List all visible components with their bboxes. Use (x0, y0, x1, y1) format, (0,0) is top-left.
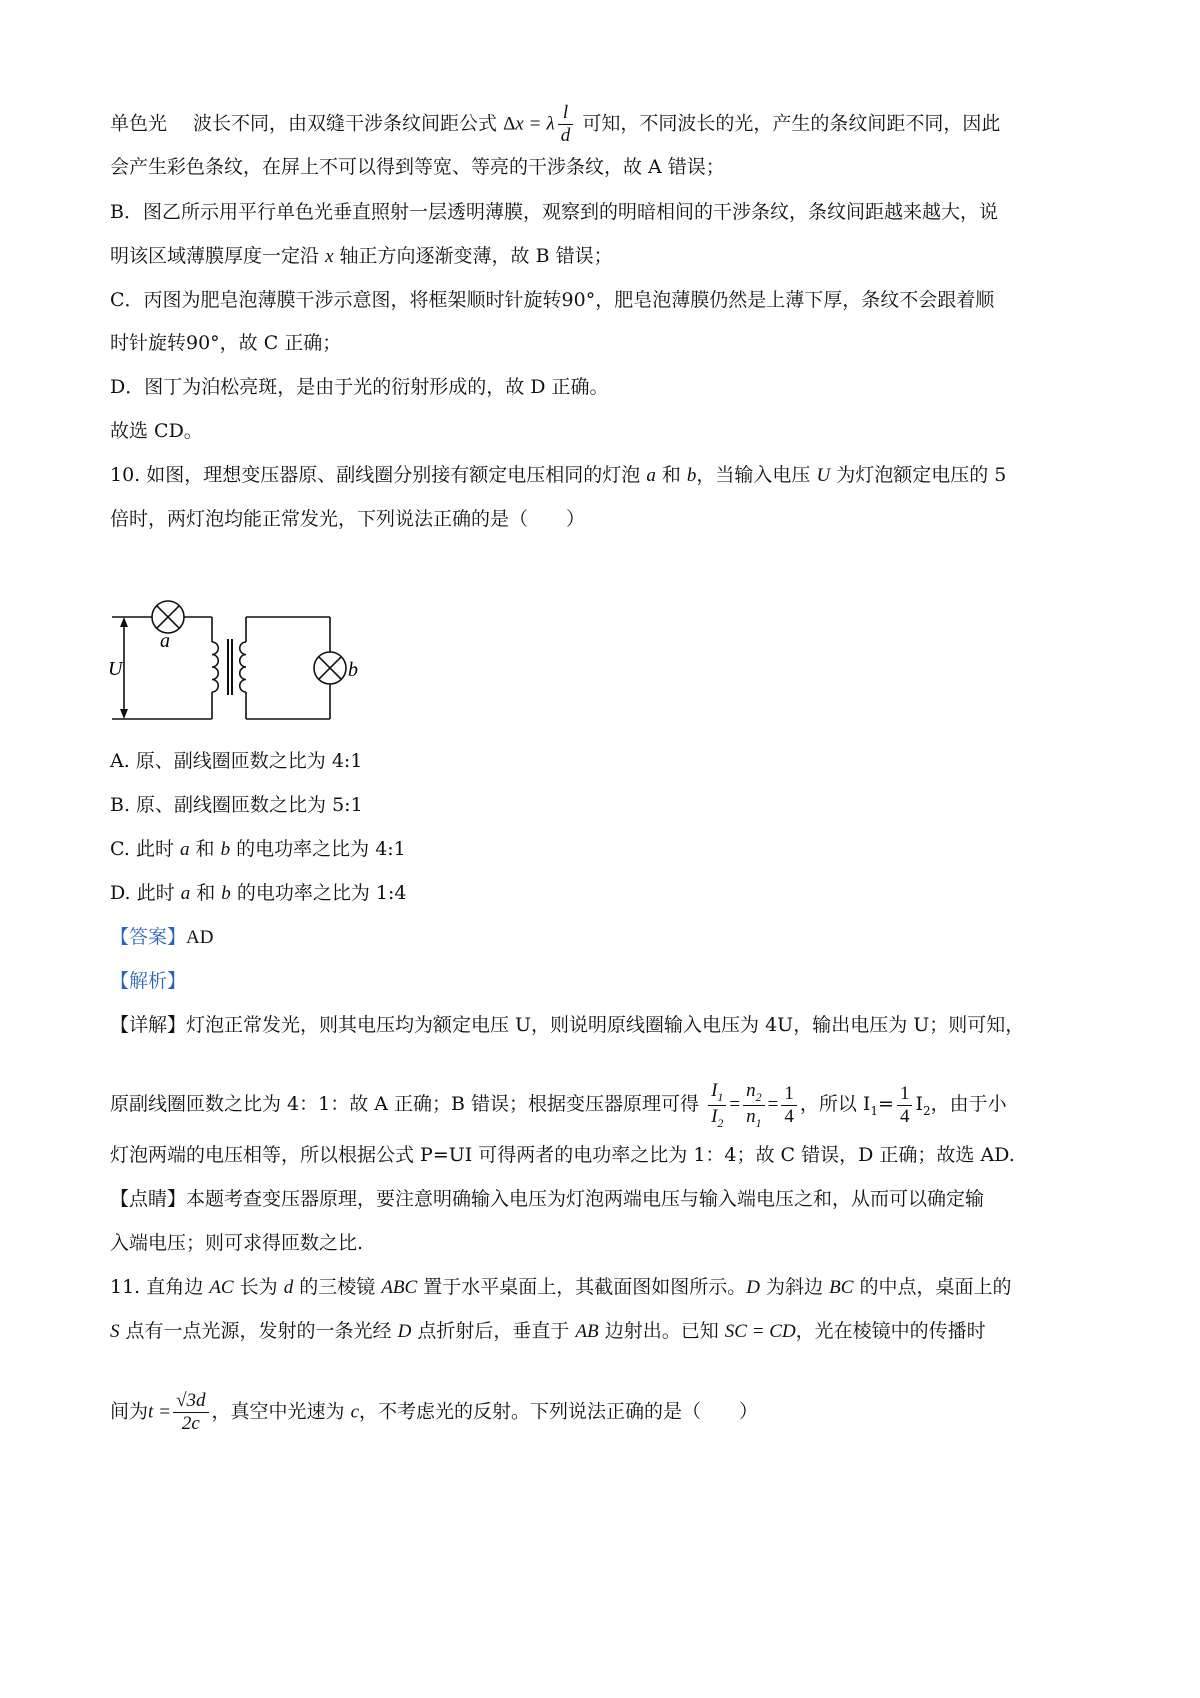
text-line (110, 102, 1000, 147)
answer-line (110, 928, 213, 947)
question-11-stem-2: S 点有一点光源，发射的一条光经 D 点折射后，垂直于 AB 边射出。已知 SC = CD，光在棱镜中的传播时 (110, 1320, 986, 1342)
variable: λ (546, 113, 555, 135)
text: 波长不同，由双缝干涉条纹间距公式 (193, 112, 498, 135)
text-line: C．丙图为肥皂泡薄膜干涉示意图，将框架顺时针旋转90°，肥皂泡薄膜仍然是上薄下厚，条纹不会跟着顺 (110, 289, 995, 311)
option-b: B. 原、副线圈匝数之比为 5:1 (110, 794, 363, 816)
label-b: b (348, 659, 358, 681)
arrow-head-down (120, 709, 128, 719)
fraction: $\frac{l}{d}$ (558, 102, 574, 147)
detail-line-2: 原副线圈匝数之比为 4：1：故 A 正确；B 错误；根据变压器原理可得 $\frac{I_1}{I_2}$ = $\frac{n_2}{n_1}$ = $\frac{1}{4}$ ，所以 $I_1=$ $\frac{1}{4}$ $I_2$，由于小 (110, 1080, 1007, 1130)
option-a: A. 原、副线圈匝数之比为 4:1 (110, 750, 363, 772)
detail-line-1: 【详解】灯泡正常发光，则其电压均为额定电压 U，则说明原线圈输入电压为 4U，输出电压为 U；则可知， (110, 1014, 1025, 1036)
fraction-i1-i2: $\frac{I_1}{I_2}$ (708, 1080, 726, 1130)
fraction-n2-n1: $\frac{n_2}{n_1}$ (743, 1080, 765, 1130)
text-line: 会产生彩色条纹，在屏上不可以得到等宽、等亮的干涉条纹，故 A 错误； (110, 156, 725, 178)
detail-line-3: 灯泡两端的电压相等，所以根据公式 P=UI 可得两者的电功率之比为 1：4；故 C 错误，D 正确；故选 AD. (110, 1144, 1015, 1166)
label-a: a (160, 630, 170, 652)
answer-value: AD (186, 927, 214, 948)
text-line: D．图丁为泊松亮斑，是由于光的衍射形成的，故 D 正确。 (110, 376, 609, 398)
text-line: 故选 CD。 (110, 420, 203, 442)
answer-tag: 【答案】 (110, 926, 187, 948)
fraction-time: $\frac{√3d}{2c}$ (173, 1390, 208, 1435)
text: 单色光 (110, 112, 168, 135)
comment-line-1: 【点睛】本题考查变压器原理，要注意明确输入电压为灯泡两端电压与输入端电压之和，从而可以确定输 (110, 1188, 985, 1210)
text-line: 时针旋转90°，故 C 正确； (110, 332, 342, 354)
option-d: D. 此时 a 和 b 的电功率之比为 1:4 (110, 882, 407, 904)
secondary-coil (240, 642, 246, 692)
variable: x (325, 246, 334, 267)
transformer-circuit-diagram (100, 597, 360, 732)
equals-sign: = (529, 113, 541, 135)
primary-coil (212, 642, 218, 692)
fraction-1-4b: $\frac{1}{4}$ (897, 1083, 913, 1128)
option-c: C. 此时 a 和 b 的电功率之比为 4:1 (110, 838, 406, 860)
question-10-stem-2: 倍时，两灯泡均能正常发光，下列说法正确的是（ ） (110, 508, 586, 530)
question-11-stem-3: 间为t = $\frac{√3d}{2c}$ ，真空中光速为 c，不考虑光的反射。下列说法正确的是（ ） (110, 1390, 759, 1434)
delta-symbol: Δ (503, 113, 516, 135)
text: 可知，不同波长的光，产生的条纹间距不同，因此 (582, 112, 1001, 135)
question-11-stem-1: 11. 直角边 AC 长为 d 的三棱镜 ABC 置于水平桌面上，其截面图如图所示。D 为斜边 BC 的中点，桌面上的 (110, 1276, 1012, 1298)
question-10-stem: 10. 如图，理想变压器原、副线圈分别接有额定电压相同的灯泡 a 和 b，当输入电压 U 为灯泡额定电压的 5 (110, 464, 1007, 486)
text-line: 明该区域薄膜厚度一定沿 x 轴正方向逐渐变薄，故 B 错误； (110, 245, 613, 267)
comment-line-2: 入端电压；则可求得匝数之比. (110, 1232, 364, 1254)
variable: x (515, 113, 524, 135)
arrow-head-up (120, 617, 128, 627)
analysis-tag: 【解析】 (110, 970, 187, 992)
fraction-1-4: $\frac{1}{4}$ (781, 1083, 797, 1128)
text-line: B．图乙所示用平行单色光垂直照射一层透明薄膜，观察到的明暗相间的干涉条纹，条纹间距越来越大，说 (110, 201, 998, 223)
label-U: U (108, 658, 123, 680)
